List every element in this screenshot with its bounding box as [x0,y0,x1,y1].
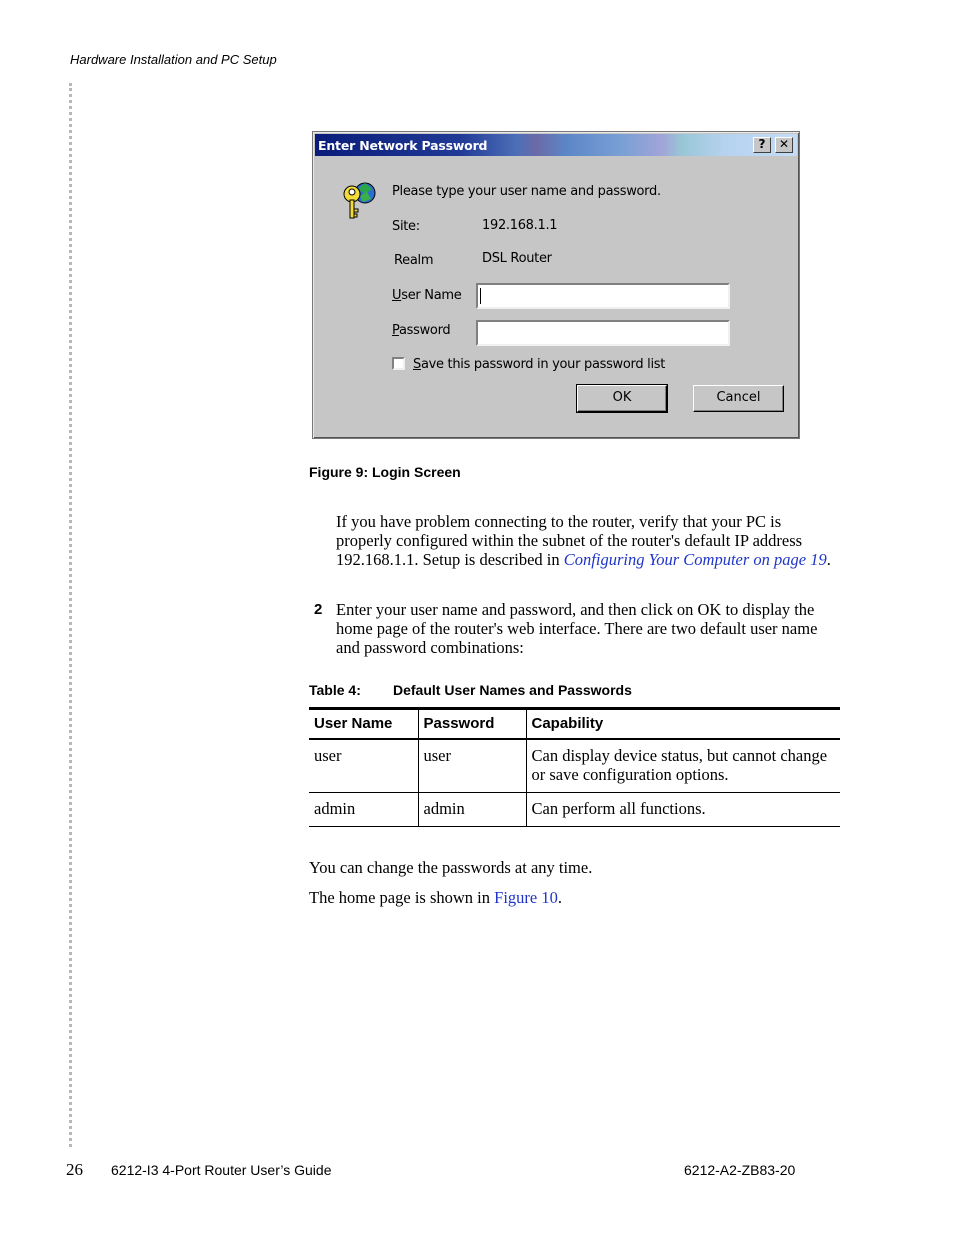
table-cell: admin [418,793,526,827]
table-cell: user [309,739,418,793]
dialog-titlebar [315,134,797,156]
help-button[interactable]: ? [753,137,771,153]
column-header: Capability [526,709,840,740]
realm-value: DSL Router [482,251,552,266]
guide-title: 6212-I3 4-Port Router User’s Guide [111,1162,332,1178]
figure-caption: Figure 9: Login Screen [309,464,461,480]
key-icon [341,180,381,222]
save-password-checkbox[interactable] [392,357,405,370]
text-caret [480,288,481,304]
dialog-title: Enter Network Password [318,138,488,153]
step-2-text: Enter your user name and password, and then click on OK to display the home page of the router's web interface. There are two default user name and password combinations: [336,600,818,657]
site-label: Site: [392,219,420,234]
table-label: Table 4: [309,682,361,698]
column-header: User Name [309,709,418,740]
network-password-dialog [312,131,800,439]
password-label: Password [392,323,451,338]
ok-button[interactable]: OK [577,385,667,412]
margin-rule [69,83,72,1147]
password-input[interactable] [476,320,730,346]
page-number: 26 [66,1160,83,1179]
username-input[interactable] [476,283,730,309]
realm-label: Realm [394,253,434,268]
configuring-computer-link[interactable]: Configuring Your Computer on page 19 [563,550,827,569]
table-cell: admin [309,793,418,827]
table-cell: Can perform all functions. [526,793,840,827]
home-page-paragraph: The home page is shown in Figure 10. [309,888,562,907]
dialog-prompt: Please type your user name and password. [392,184,661,199]
table-cell: Can display device status, but cannot change or save configuration options. [526,739,840,793]
troubleshoot-paragraph: If you have problem connecting to the router, verify that your PC is properly configured within the subnet of the router's default IP address 192.168.1.1. Setup is described in Configuring Your Computer on page 19. [336,512,831,569]
site-value: 192.168.1.1 [482,218,558,233]
column-header: Password [418,709,526,740]
close-button[interactable]: ✕ [775,137,793,153]
table-title: Default User Names and Passwords [393,682,632,698]
save-password-label: Save this password in your password list [413,357,666,372]
table-row [309,793,840,827]
step-number: 2 [314,601,323,618]
document-number: 6212-A2-ZB83-20 [684,1162,796,1178]
cancel-button[interactable]: Cancel [693,385,784,412]
table-row [309,739,840,793]
username-label: User Name [392,288,462,303]
default-credentials-table [309,707,840,827]
table-cell: user [418,739,526,793]
section-header: Hardware Installation and PC Setup [70,52,277,67]
figure-10-link[interactable]: Figure 10 [494,888,558,907]
change-password-paragraph: You can change the passwords at any time. [309,858,593,877]
table-header-row [309,709,840,740]
